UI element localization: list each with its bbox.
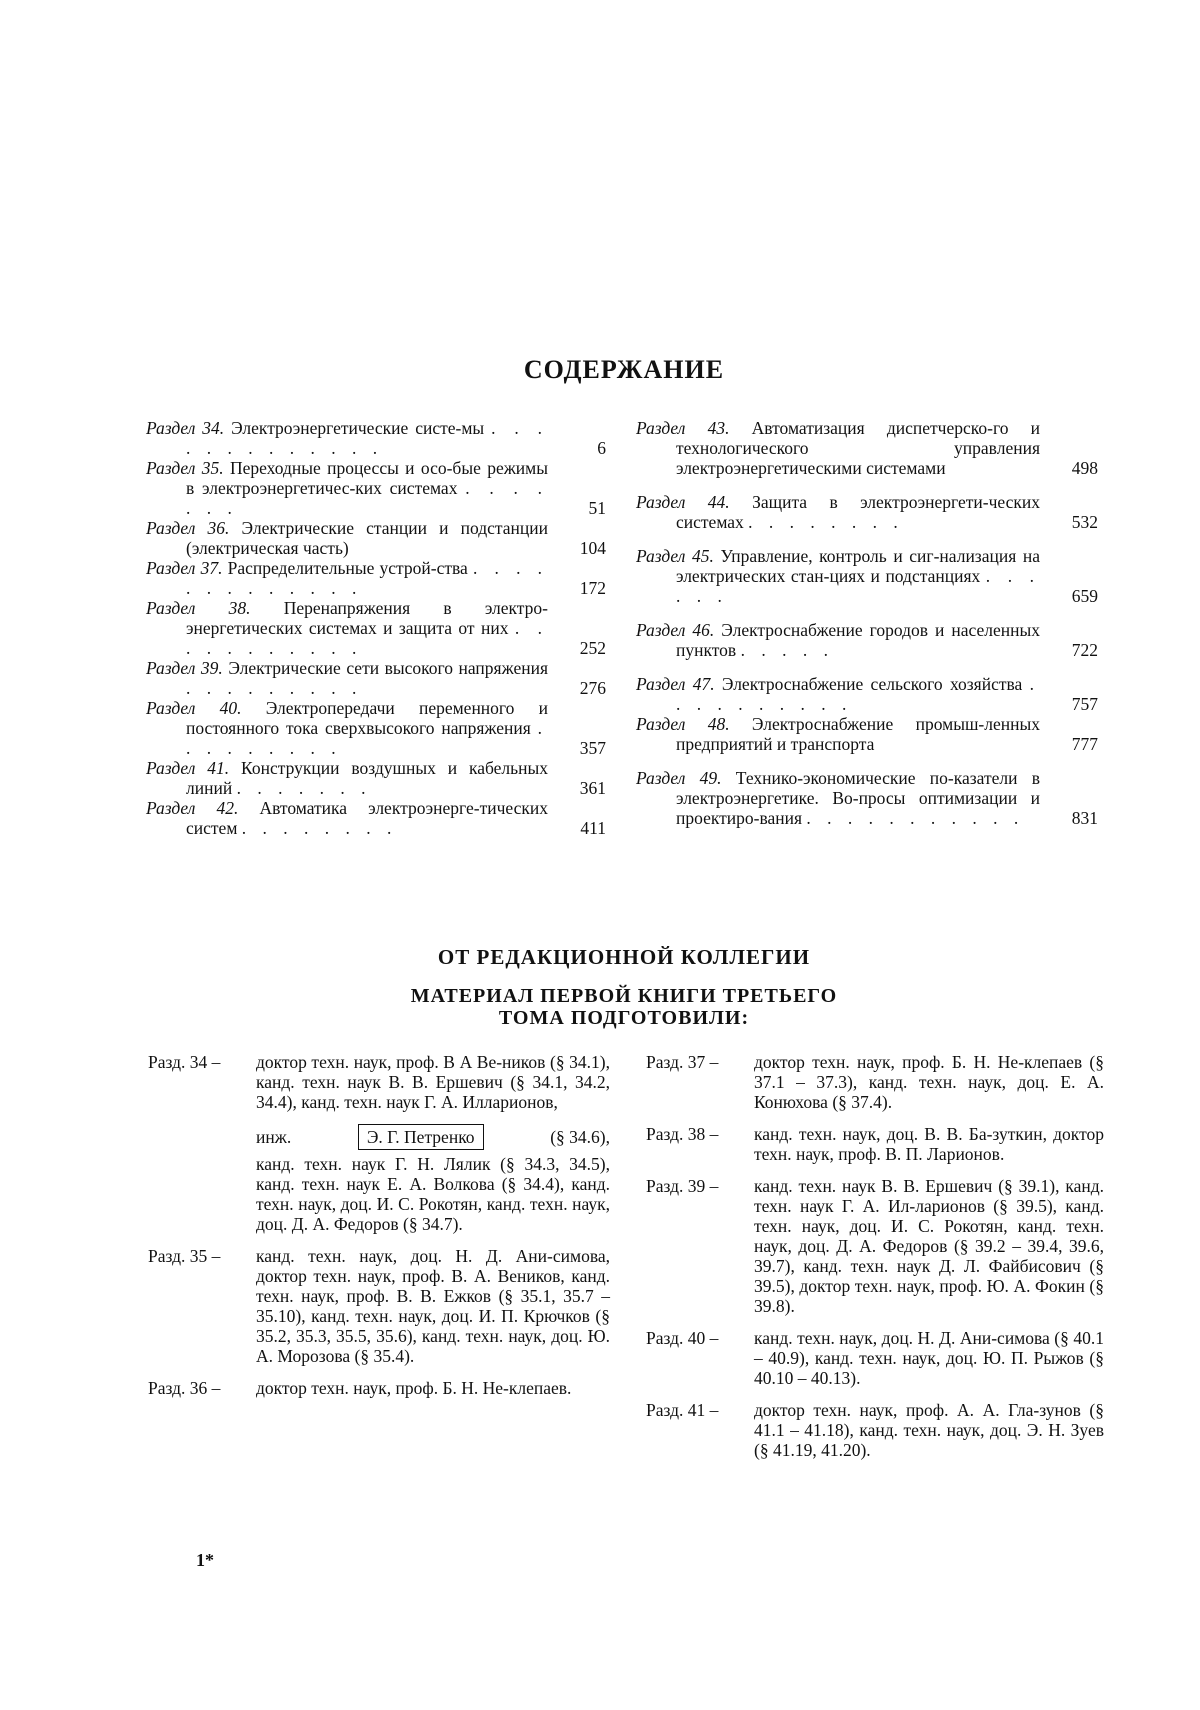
author-entry	[148, 1246, 610, 1366]
toc-entry-label: Раздел 34.	[146, 418, 225, 438]
toc-entry-label: Раздел 40.	[146, 698, 242, 718]
toc-entry-leader: . . . . . .	[676, 566, 1041, 606]
toc-entry-title: Управление, контроль и сиг-нализация на электрических стан-циях и подстанциях	[676, 546, 1040, 586]
toc-entry-leader: . . . . . . . . . . . . .	[186, 558, 549, 598]
author-entry	[646, 1328, 1104, 1388]
toc-entry-label: Раздел 49.	[636, 768, 722, 788]
author-entry-text: канд. техн. наук, доц. Н. Д. Ани-симова (§ 40.1 – 40.9), канд. техн. наук, доц. Ю. П. Рыжов (§ 40.10 – 40.13).	[754, 1328, 1104, 1388]
toc-entry	[146, 558, 606, 598]
toc-entry	[146, 698, 606, 758]
toc-entry-page: 722	[1071, 640, 1098, 660]
toc-entry	[636, 492, 1098, 532]
boxed-author-suffix: (§ 34.6),	[550, 1127, 610, 1147]
toc-entry	[636, 546, 1098, 606]
toc-entry-label: Раздел 38.	[146, 598, 251, 618]
toc-entry-page: 777	[1071, 734, 1098, 754]
toc-entry	[636, 620, 1098, 660]
toc-entry-page: 252	[579, 638, 606, 658]
toc-entry-leader: . . . . . . . .	[241, 818, 398, 838]
toc-heading: СОДЕРЖАНИЕ	[523, 355, 725, 384]
author-entry-section: Разд. 34 –	[148, 1052, 221, 1072]
author-entry-text: канд. техн. наук В. В. Ершевич (§ 39.1), канд. техн. наук Г. А. Ил-ларионов (§ 39.5), канд. техн. наук, доц. И. С. Рокотян, канд. техн. наук, доц. Д. А. Федоров (§ 39.2 – 39.4, 39.6, 39.7), канд. техн. наук Д. Л. Файбисович (§ 39.5), доктор техн. наук, проф. Ю. А. Фокин (§ 39.8).	[754, 1176, 1104, 1316]
boxed-author-prefix: инж.	[256, 1127, 292, 1147]
toc-entry-label: Раздел 42.	[146, 798, 239, 818]
toc-entry-label: Раздел 48.	[636, 714, 730, 734]
authors-right-column	[646, 1052, 1104, 1472]
author-entry-section: Разд. 38 –	[646, 1124, 719, 1144]
toc-entry	[636, 418, 1098, 478]
author-entry-section: Разд. 40 –	[646, 1328, 719, 1348]
toc-entry-leader: . . . . . . . . . . .	[806, 808, 1025, 828]
toc-entry	[146, 598, 606, 658]
toc-entry-leader: . . . . . . . . . .	[676, 674, 1040, 714]
toc-entry-label: Раздел 45.	[636, 546, 714, 566]
author-entry-text: доктор техн. наук, проф. А. А. Гла-зунов (§ 41.1 – 41.18), канд. техн. наук, доц. Э. Н. Зуев (§ 41.19, 41.20).	[754, 1400, 1104, 1460]
toc-entry-title: Технико-экономические по-казатели в электроэнергетике. Во-просы оптимизации и проектиро-вания	[676, 768, 1040, 828]
author-entry-text	[256, 1052, 610, 1234]
toc-entry-label: Раздел 37.	[146, 558, 223, 578]
toc-entry-label: Раздел 46.	[636, 620, 715, 640]
toc-entry-leader: . . . . . . . . . . . . .	[186, 418, 549, 458]
toc-entry-leader: . . . . . . .	[236, 778, 372, 798]
toc-entry-label: Раздел 44.	[636, 492, 730, 512]
toc-entry-leader: . . . . . . . . .	[186, 678, 363, 698]
author-entry-text: канд. техн. наук, доц. В. В. Ба-зуткин, доктор техн. наук, проф. В. П. Ларионов.	[754, 1124, 1104, 1164]
toc-entry-leader: . . . . . . .	[186, 478, 549, 518]
toc-entry-title: Конструкции воздушных и кабельных линий	[186, 758, 548, 798]
author-entry	[646, 1052, 1104, 1112]
author-entry-section: Разд. 37 –	[646, 1052, 719, 1072]
prepared-by-line-2: ТОМА ПОДГОТОВИЛИ:	[498, 1007, 750, 1029]
toc-entry-page: 104	[579, 538, 606, 558]
authors-left-column	[148, 1052, 610, 1410]
toc-entry-page: 831	[1071, 808, 1098, 828]
toc-entry-title: Электроснабжение промыш-ленных предприятий и транспорта	[676, 714, 1041, 754]
toc-entry	[636, 674, 1098, 714]
toc-entry-title: Электрические станции и подстанции (электрическая часть)	[186, 518, 549, 558]
toc-entry-title: Перенапряжения в электро-энергетических системах и защита от них	[186, 598, 548, 638]
toc-entry	[146, 758, 606, 798]
toc-entry-page: 757	[1071, 694, 1098, 714]
author-entry	[148, 1378, 610, 1398]
toc-entry-page: 6	[597, 438, 606, 458]
author-entry	[646, 1176, 1104, 1316]
toc-entry-label: Раздел 43.	[636, 418, 730, 438]
boxed-author-line	[256, 1124, 610, 1150]
toc-entry-leader: . . . . . . . . .	[186, 718, 548, 758]
toc-entry-title: Электропередачи переменного и постоянного тока сверхвысокого напряжения	[186, 698, 548, 738]
toc-entry-label: Раздел 35.	[146, 458, 224, 478]
boxed-author-name: Э. Г. Петренко	[358, 1124, 484, 1150]
toc-entry-page: 659	[1071, 586, 1098, 606]
toc-entry-leader: . . . . .	[740, 640, 834, 660]
toc-left-column	[146, 418, 606, 838]
toc-entry-title: Электроэнергетические систе-мы	[231, 418, 485, 438]
signature-mark: 1*	[196, 1550, 214, 1570]
toc-entry-page: 411	[580, 818, 606, 838]
author-entry-text-part: доктор техн. наук, проф. В А Ве-ников (§ 34.1), канд. техн. наук В. В. Ершевич (§ 34.1, 34.2, 34.4), канд. техн. наук Г. А. Илларионов,	[256, 1052, 610, 1112]
toc-entry	[146, 658, 606, 698]
author-entry	[646, 1400, 1104, 1460]
toc-entry-title: Защита в электроэнергети-ческих системах	[676, 492, 1040, 532]
editorial-board-heading: ОТ РЕДАКЦИОННОЙ КОЛЛЕГИИ	[437, 945, 811, 969]
author-entry-text-part: канд. техн. наук Г. Н. Лялик (§ 34.3, 34.5), канд. техн. наук Е. А. Волкова (§ 34.4), канд. техн. наук, доц. И. С. Рокотян, канд. техн. наук, доц. Д. А. Федоров (§ 34.7).	[256, 1154, 610, 1234]
toc-entry-title: Распределительные устрой-ства	[227, 558, 468, 578]
toc-entry	[636, 714, 1098, 754]
toc-entry-leader: . . . . . . . .	[748, 512, 904, 532]
author-entry-section: Разд. 36 –	[148, 1378, 221, 1398]
toc-entry-page: 51	[588, 498, 606, 518]
toc-entry-page: 276	[579, 678, 606, 698]
toc-entry-title: Электрические сети высокого напряжения	[228, 658, 548, 678]
toc-entry	[636, 768, 1098, 828]
author-entry	[148, 1052, 610, 1234]
toc-entry-label: Раздел 39.	[146, 658, 223, 678]
toc-entry-label: Раздел 47.	[636, 674, 715, 694]
toc-entry-page: 498	[1071, 458, 1098, 478]
author-entry-section: Разд. 39 –	[646, 1176, 719, 1196]
toc-entry-page: 532	[1071, 512, 1098, 532]
toc-entry	[146, 458, 606, 518]
author-entry-text: канд. техн. наук, доц. Н. Д. Ани-симова, доктор техн. наук, проф. В. А. Веников, канд. техн. наук, проф. В. В. Ежков (§ 35.1, 35.7 – 35.10), канд. техн. наук, доц. И. П. Крючков (§ 35.2, 35.3, 35.5, 35.6), канд. техн. наук, доц. Ю. А. Морозова (§ 35.4).	[256, 1246, 610, 1366]
toc-entry-label: Раздел 41.	[146, 758, 230, 778]
toc-entry	[146, 518, 606, 558]
toc-right-column	[636, 418, 1098, 828]
toc-entry-label: Раздел 36.	[146, 518, 230, 538]
toc-entry-title: Автоматизация диспетчерско-го и технологического управления электроэнергетическими системами	[676, 418, 1040, 478]
author-entry-section: Разд. 41 –	[646, 1400, 719, 1420]
author-entry	[646, 1124, 1104, 1164]
toc-entry-title: Автоматика электроэнерге-тических систем	[186, 798, 549, 838]
toc-entry-title: Электроснабжение городов и населенных пунктов	[676, 620, 1041, 660]
toc-entry-page: 361	[579, 778, 606, 798]
toc-entry-leader: . . . . . . . . . . .	[186, 618, 549, 658]
prepared-by-heading	[0, 985, 1200, 1029]
toc-entry-page: 172	[579, 578, 606, 598]
toc-entry-title: Электроснабжение сельского хозяйства	[721, 674, 1023, 694]
prepared-by-line-1: МАТЕРИАЛ ПЕРВОЙ КНИГИ ТРЕТЬЕГО	[410, 985, 838, 1007]
toc-entry	[146, 798, 606, 838]
toc-entry-title: Переходные процессы и осо-бые режимы в электроэнергетичес-ких системах	[186, 458, 548, 498]
author-entry-text: доктор техн. наук, проф. Б. Н. Не-клепаев (§ 37.1 – 37.3), канд. техн. наук, доц. Е. А. Конюхова (§ 37.4).	[754, 1052, 1104, 1112]
toc-entry-page: 357	[579, 738, 606, 758]
author-entry-section: Разд. 35 –	[148, 1246, 221, 1266]
toc-entry	[146, 418, 606, 458]
author-entry-text: доктор техн. наук, проф. Б. Н. Не-клепаев.	[256, 1378, 572, 1398]
